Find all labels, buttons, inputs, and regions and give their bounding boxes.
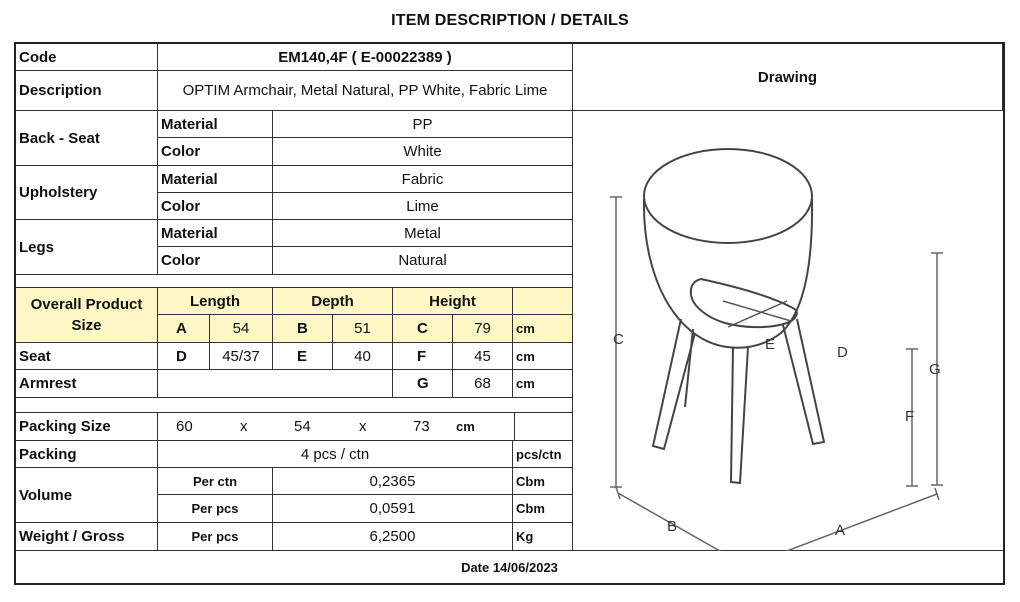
legs-label: Legs — [16, 220, 158, 275]
dim-c-value: 79 — [453, 315, 513, 343]
drawing-letter-a: A — [835, 522, 846, 539]
description-label: Description — [16, 71, 158, 111]
chair-leg-front-right — [783, 319, 824, 444]
armrest-unit: cm — [513, 370, 573, 398]
packing-width: 54 — [294, 418, 311, 435]
drawing-letter-e: E — [765, 336, 776, 353]
chair-rim — [644, 149, 812, 243]
depth-header: Depth — [273, 288, 393, 315]
upholstery-color-label: Color — [158, 193, 273, 220]
dim-d-key: D — [158, 343, 210, 370]
packing-size-values — [158, 413, 515, 441]
volume-per-ctn-value: 0,2365 — [273, 468, 513, 495]
packing-size-label: Packing Size — [16, 413, 158, 441]
packing-length: 60 — [176, 418, 193, 435]
code-label: Code — [16, 44, 158, 71]
volume-per-ctn-label: Per ctn — [158, 468, 273, 495]
chair-drawing — [573, 111, 1003, 551]
chair-leg-back — [731, 347, 748, 483]
details-sheet — [14, 42, 1005, 585]
dim-line-b — [618, 493, 741, 551]
spacer-row — [16, 275, 573, 288]
packing-height: 73 — [413, 418, 430, 435]
dim-c-key: C — [393, 315, 453, 343]
back-seat-material-label: Material — [158, 111, 273, 138]
packing-unit: pcs/ctn — [513, 441, 573, 468]
packing-label: Packing — [16, 441, 158, 468]
chair-shell — [644, 199, 812, 348]
packing-size-unit-blank — [515, 413, 573, 441]
volume-per-ctn-unit: Cbm — [513, 468, 573, 495]
description-value: OPTIM Armchair, Metal Natural, PP White, Fabric Lime — [158, 71, 573, 111]
dim-e-value: 40 — [333, 343, 393, 370]
drawing-header: Drawing — [573, 44, 1003, 111]
overall-size-label: Overall Product Size — [16, 288, 158, 343]
weight-per-label: Per pcs — [158, 523, 273, 551]
code-value: EM140,4F ( E-00022389 ) — [158, 44, 573, 71]
drawing-letter-b: B — [667, 518, 678, 535]
upholstery-material-label: Material — [158, 166, 273, 193]
drawing-letter-c: C — [613, 331, 624, 348]
packing-x1: x — [240, 418, 248, 435]
packing-x2: x — [359, 418, 367, 435]
dim-b-value: 51 — [333, 315, 393, 343]
legs-color-label: Color — [158, 247, 273, 275]
dim-a-key: A — [158, 315, 210, 343]
dim-b-key: B — [273, 315, 333, 343]
dim-g-key: G — [393, 370, 453, 398]
back-seat-color-value: White — [273, 138, 573, 166]
weight-value: 6,2500 — [273, 523, 513, 551]
drawing-letter-g: G — [929, 361, 941, 378]
weight-unit: Kg — [513, 523, 573, 551]
spacer-row-2 — [16, 398, 573, 413]
upholstery-material-value: Fabric — [273, 166, 573, 193]
volume-label: Volume — [16, 468, 158, 523]
volume-per-pcs-unit: Cbm — [513, 495, 573, 523]
drawing-letter-f: F — [905, 408, 915, 425]
armrest-blank — [158, 370, 393, 398]
document-title: ITEM DESCRIPTION / DETAILS — [391, 12, 629, 29]
upholstery-label: Upholstery — [16, 166, 158, 220]
back-seat-color-label: Color — [158, 138, 273, 166]
dim-g-value: 68 — [453, 370, 513, 398]
armrest-label: Armrest — [16, 370, 158, 398]
chair-leg-front-left — [653, 319, 695, 449]
weight-label: Weight / Gross — [16, 523, 158, 551]
back-seat-label: Back - Seat — [16, 111, 158, 166]
packing-size-unit: cm — [456, 419, 475, 434]
drawing-area — [573, 111, 1003, 551]
back-seat-material-value: PP — [273, 111, 573, 138]
dim-e-key: E — [273, 343, 333, 370]
length-header: Length — [158, 288, 273, 315]
date-footer: Date 14/06/2023 — [461, 559, 558, 575]
volume-per-pcs-label: Per pcs — [158, 495, 273, 523]
seat-unit: cm — [513, 343, 573, 370]
legs-color-value: Natural — [273, 247, 573, 275]
upholstery-color-value: Lime — [273, 193, 573, 220]
height-header: Height — [393, 288, 513, 315]
dim-d-value: 45/37 — [210, 343, 273, 370]
legs-material-label: Material — [158, 220, 273, 247]
drawing-letter-d: D — [837, 344, 848, 361]
seat-label: Seat — [16, 343, 158, 370]
dim-a-value: 54 — [210, 315, 273, 343]
legs-material-value: Metal — [273, 220, 573, 247]
unit-header-blank — [513, 288, 573, 315]
dim-line-a — [755, 494, 937, 551]
overall-unit: cm — [513, 315, 573, 343]
dim-f-key: F — [393, 343, 453, 370]
dim-f-value: 45 — [453, 343, 513, 370]
packing-value: 4 pcs / ctn — [158, 441, 513, 468]
volume-per-pcs-value: 0,0591 — [273, 495, 513, 523]
